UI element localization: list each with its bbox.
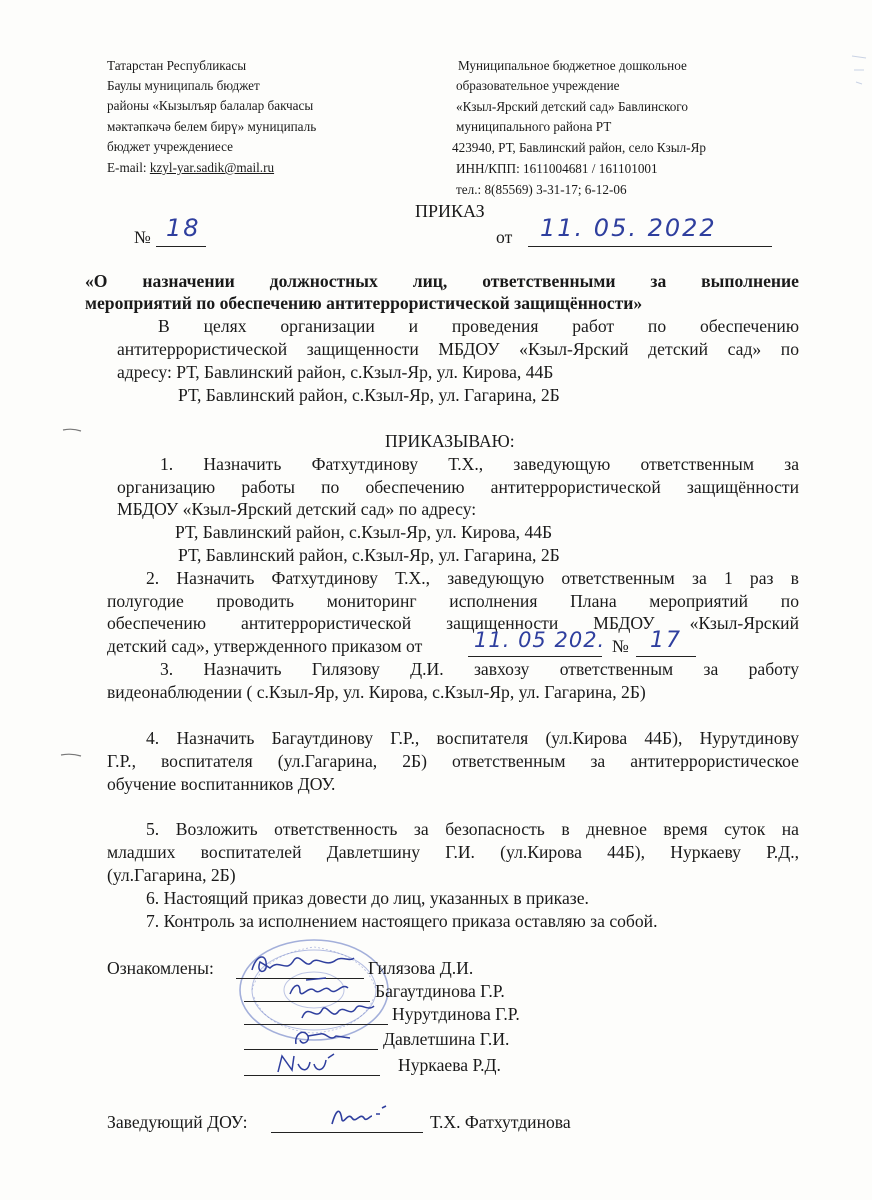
ref-no: 17: [650, 628, 682, 653]
header-right-line: муниципального района РТ: [456, 119, 612, 134]
header-left-line: районы «Кызылъяр балалар бакчасы: [107, 98, 314, 113]
item-3-line: 3. Назначить Гилязову Д.И. завхозу ответственным за работу: [160, 659, 799, 679]
acquainted-name: Багаутдинова Г.Р.: [375, 981, 505, 1001]
item-5-line: 5. Возложить ответственность за безопасность в дневное время суток на: [146, 819, 799, 839]
item-1-line: 1. Назначить Фатхутдинову Т.Х., заведующую ответственным за: [160, 454, 799, 474]
item-3-line: видеонаблюдении ( с.Кзыл-Яр, ул. Кирова, с.Кзыл-Яр, ул. Гагарина, 2Б): [107, 682, 646, 702]
item-1-line: МБДОУ «Кзыл-Ярский детский сад» по адресу:: [117, 499, 477, 519]
intro-line: антитеррористической защищенности МБДОУ «Кзыл-Ярский детский сад» по: [117, 339, 799, 359]
item-2-line: детский сад», утвержденного приказом от: [107, 636, 423, 656]
item-7-line: 7. Контроль за исполнением настоящего приказа оставляю за собой.: [146, 911, 658, 931]
ref-date: 11. 05 202.: [474, 628, 606, 652]
intro-line: В целях организации и проведения работ по обеспечению: [158, 316, 799, 336]
signature-gilyazova: [246, 948, 358, 978]
signature-nurutdinova: [298, 998, 378, 1026]
decree-heading: ПРИКАЗЫВАЮ:: [385, 431, 515, 451]
ref-date-line: [468, 656, 602, 657]
signoff-label: Заведующий ДОУ:: [107, 1112, 248, 1132]
header-right-line: «Кзыл-Ярский детский сад» Бавлинского: [456, 99, 688, 114]
order-date-label: от: [496, 227, 513, 247]
intro-line: РТ, Бавлинский район, с.Кзыл-Яр, ул. Гагарина, 2Б: [178, 385, 560, 405]
header-right-line: ИНН/КПП: 1611004681 / 161101001: [456, 161, 658, 176]
signature-head: [328, 1102, 392, 1130]
header-right-line: тел.: 8(85569) 3-31-17; 6-12-06: [456, 182, 627, 197]
item-1-line: РТ, Бавлинский район, с.Кзыл-Яр, ул. Гагарина, 2Б: [178, 545, 560, 565]
acquainted-name: Нуркаева Р.Д.: [398, 1055, 501, 1075]
email-label: E-mail:: [107, 160, 147, 175]
scan-edge-mark: [850, 50, 868, 90]
item-1-line: РТ, Бавлинский район, с.Кзыл-Яр, ул. Кирова, 44Б: [175, 522, 553, 542]
header-right-line: Муниципальное бюджетное дошкольное: [458, 58, 687, 73]
item-5-line: младших воспитателей Давлетшину Г.И. (ул.Кирова 44Б), Нуркаеву Р.Д.,: [107, 842, 799, 862]
ref-no-line: [636, 656, 696, 657]
order-number-line: [156, 246, 206, 247]
header-right-line: 423940, РТ, Бавлинский район, село Кзыл-Яр: [452, 140, 706, 155]
item-1-line: организацию работы по обеспечению антитеррористической защищённости: [117, 477, 799, 497]
item-4-line: обучение воспитанников ДОУ.: [107, 774, 336, 794]
order-date: 11. 05. 2022: [540, 214, 717, 242]
item-2-line: 2. Назначить Фатхутдинову Т.Х., заведующую ответственным за 1 раз в: [146, 568, 799, 588]
margin-hole-mark: [62, 427, 82, 433]
header-left-line: Баулы муниципаль бюджет: [107, 78, 260, 93]
signoff-line: [271, 1132, 423, 1133]
header-right-line: образовательное учреждение: [456, 78, 620, 93]
signoff-name: Т.Х. Фатхутдинова: [430, 1112, 571, 1132]
order-date-line: [528, 246, 772, 247]
item-4-line: 4. Назначить Багаутдинову Г.Р., воспитателя (ул.Кирова 44Б), Нурутдинову: [146, 728, 799, 748]
item-5-line: (ул.Гагарина, 2Б): [107, 865, 236, 885]
header-left-line: бюджет учреждениесе: [107, 139, 233, 154]
item-2-line: обеспечению антитеррористической защищенности МБДОУ «Кзыл-Ярский: [107, 613, 799, 633]
signature-nurkaeva: [272, 1050, 342, 1078]
header-left-line: мәктәпкәчә белем бирү» муниципаль: [107, 119, 317, 134]
acquainted-name: Гилязова Д.И.: [368, 958, 474, 978]
margin-hole-mark: [60, 752, 82, 758]
subject-line: «О назначении должностных лиц, ответственными за выполнение: [85, 271, 799, 291]
item-6-line: 6. Настоящий приказ довести до лиц, указанных в приказе.: [146, 888, 589, 908]
header-email-row: [107, 157, 274, 179]
intro-line: адресу: РТ, Бавлинский район, с.Кзыл-Яр, ул. Кирова, 44Б: [117, 362, 554, 382]
order-number-label: №: [134, 227, 151, 247]
order-number: 18: [166, 214, 201, 242]
header-left-line: Татарстан Республикасы: [107, 58, 247, 73]
subject-line: мероприятий по обеспечению антитеррористической защищённости»: [85, 293, 643, 313]
order-title: ПРИКАЗ: [415, 201, 485, 221]
item-4-line: Г.Р., воспитателя (ул.Гагарина, 2Б) ответственным за антитеррористическое: [107, 751, 799, 771]
acquainted-name: Нурутдинова Г.Р.: [392, 1004, 520, 1024]
item-2-line: полугодие проводить мониторинг исполнения Плана мероприятий по: [107, 591, 799, 611]
acquainted-name: Давлетшина Г.И.: [383, 1029, 510, 1049]
acquainted-label: Ознакомлены:: [107, 958, 214, 978]
email-link[interactable]: kzyl-yar.sadik@mail.ru: [149, 160, 275, 175]
signature-davletshina: [290, 1024, 360, 1050]
ref-no-label: №: [612, 636, 629, 656]
